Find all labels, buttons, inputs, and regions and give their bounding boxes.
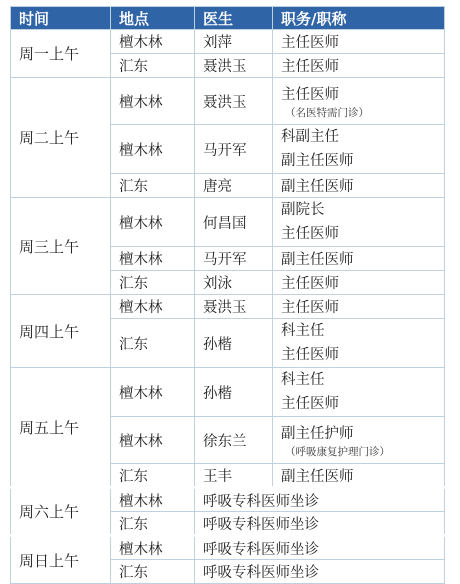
title-line: 科副主任: [281, 129, 339, 145]
header-time: 时间: [11, 7, 111, 30]
day-cell: 周四上午: [11, 295, 111, 368]
doctor-cell: 孙楷: [195, 368, 273, 417]
header-location: 地点: [111, 7, 195, 30]
doctor-cell: 徐东兰: [195, 417, 273, 464]
location-cell: 檀木林: [111, 125, 195, 174]
title-line: 副院长: [281, 202, 325, 218]
title-cell: [273, 78, 445, 125]
title-cell: 副主任医师: [273, 247, 445, 271]
clinic-note: （名医特需门诊）: [285, 107, 369, 119]
title-line: 副主任医师: [281, 153, 354, 169]
doctor-cell: 孙楷: [195, 319, 273, 368]
title-cell: [273, 319, 445, 368]
table-row: [11, 488, 445, 512]
location-cell: 汇东: [111, 560, 195, 584]
title-cell: 主任医师: [273, 54, 445, 78]
title-line: 科主任: [281, 372, 325, 388]
title-cell: [273, 417, 445, 464]
location-cell: 汇东: [111, 54, 195, 78]
table-row: [11, 295, 445, 319]
location-cell: 檀木林: [111, 247, 195, 271]
merged-cell: 呼吸专科医师坐诊: [195, 512, 445, 536]
doctor-cell: 聂洪玉: [195, 295, 273, 319]
title-cell: [273, 125, 445, 174]
doctor-cell: 马开军: [195, 247, 273, 271]
title-line: 科主任: [281, 323, 325, 339]
title-cell: 副主任医师: [273, 464, 445, 488]
location-cell: 檀木林: [111, 198, 195, 247]
title-line: 主任医师: [281, 226, 339, 242]
location-cell: 檀木林: [111, 536, 195, 560]
table-row: [11, 536, 445, 560]
title-line: 主任医师: [281, 396, 339, 412]
location-cell: 檀木林: [111, 368, 195, 417]
location-cell: 汇东: [111, 174, 195, 198]
day-cell: 周三上午: [11, 198, 111, 295]
header-doctor: 医生: [195, 7, 273, 30]
clinic-note: （呼吸康复护理门诊）: [285, 446, 390, 458]
location-cell: 檀木林: [111, 488, 195, 512]
day-cell: 周一上午: [11, 30, 111, 78]
merged-cell: 呼吸专科医师坐诊: [195, 488, 445, 512]
doctor-cell: 刘萍: [195, 30, 273, 54]
location-cell: 檀木林: [111, 30, 195, 54]
title-line: 主任医师: [281, 87, 339, 103]
title-cell: 主任医师: [273, 271, 445, 295]
header-row: [11, 7, 445, 30]
title-cell: 主任医师: [273, 295, 445, 319]
doctor-cell: 聂洪玉: [195, 54, 273, 78]
day-cell: 周六上午: [11, 488, 111, 536]
doctor-cell: 唐亮: [195, 174, 273, 198]
doctor-cell: 王丰: [195, 464, 273, 488]
merged-cell: 呼吸专科医师坐诊: [195, 560, 445, 584]
location-cell: 檀木林: [111, 78, 195, 125]
table-row: [11, 198, 445, 247]
header-title: 职务/职称: [273, 7, 445, 30]
doctor-cell: 马开军: [195, 125, 273, 174]
table-row: [11, 30, 445, 54]
title-line: 主任医师: [281, 347, 339, 363]
day-cell: 周二上午: [11, 78, 111, 198]
location-cell: 汇东: [111, 464, 195, 488]
day-cell: 周五上午: [11, 368, 111, 488]
location-cell: 汇东: [111, 512, 195, 536]
title-line: 副主任护师: [281, 426, 354, 442]
table-row: [11, 78, 445, 125]
schedule-table: [10, 6, 445, 584]
location-cell: 檀木林: [111, 295, 195, 319]
title-cell: 主任医师: [273, 30, 445, 54]
location-cell: 汇东: [111, 319, 195, 368]
doctor-cell: 聂洪玉: [195, 78, 273, 125]
merged-cell: 呼吸专科医师坐诊: [195, 536, 445, 560]
table-row: [11, 368, 445, 417]
doctor-cell: 刘泳: [195, 271, 273, 295]
doctor-cell: 何昌国: [195, 198, 273, 247]
day-cell: 周日上午: [11, 536, 111, 584]
location-cell: 汇东: [111, 271, 195, 295]
title-cell: [273, 368, 445, 417]
title-cell: [273, 198, 445, 247]
title-cell: 副主任医师: [273, 174, 445, 198]
location-cell: 檀木林: [111, 417, 195, 464]
